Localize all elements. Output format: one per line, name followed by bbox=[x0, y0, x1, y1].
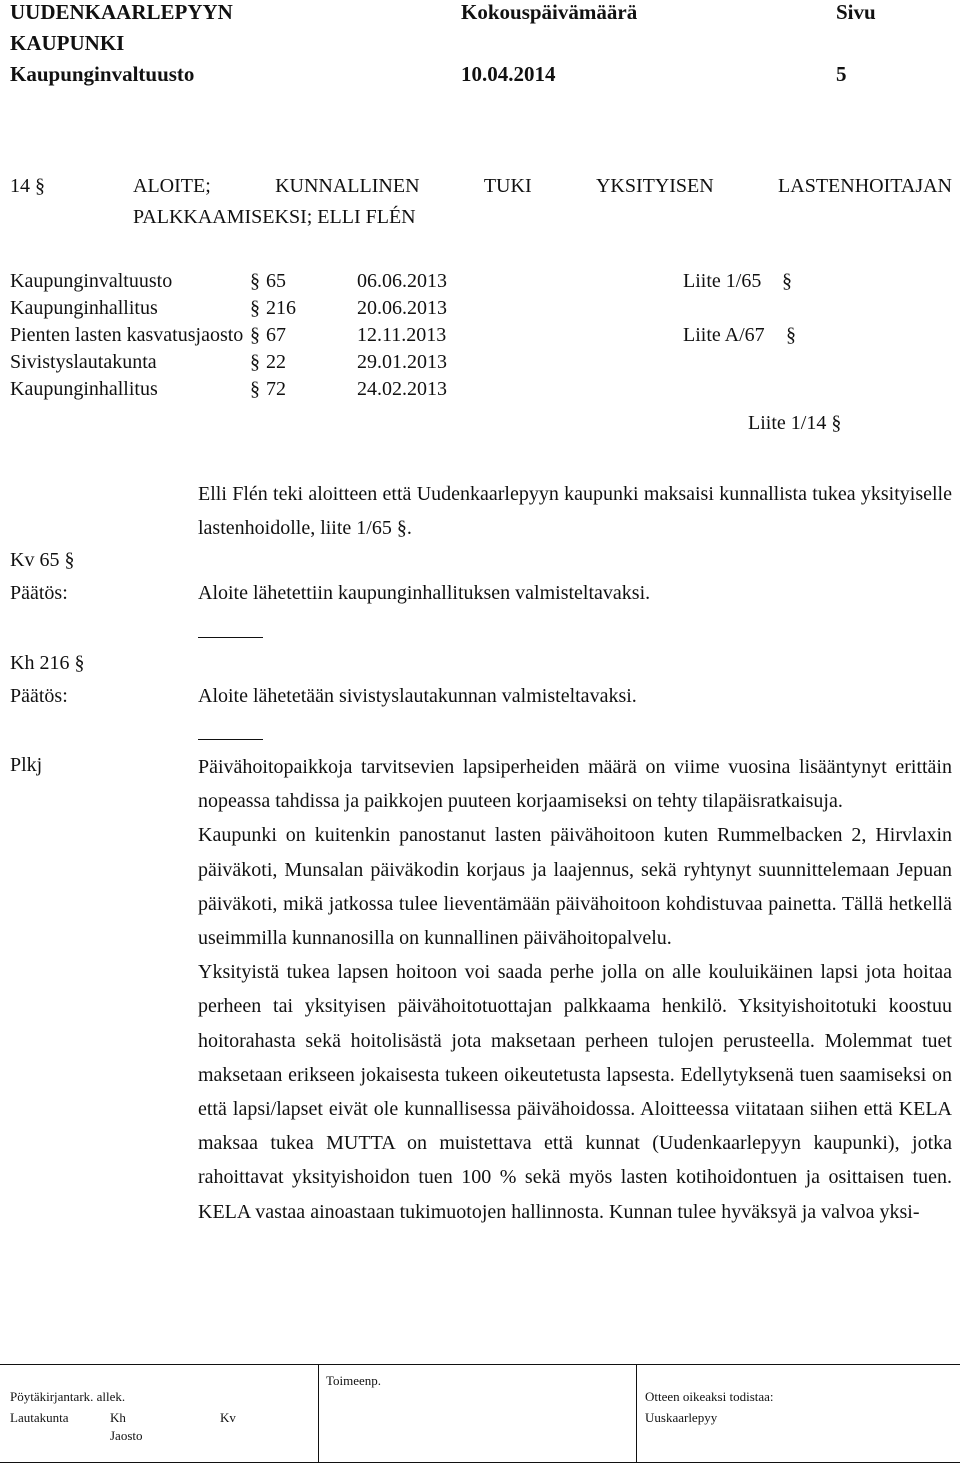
footer-bottom-rule bbox=[0, 1462, 960, 1463]
paragraph: Päivähoitopaikkoja tarvitsevien lapsiperheiden määrä on viime vuosina lisääntynyt erittäin nopeassa tahdissa ja paikkojen puuteen korjaamiseksi on tehty tilapäisratkaisuja. bbox=[198, 756, 952, 813]
history-row: Kaupunginhallitus § 72 24.02.2013 bbox=[10, 378, 447, 400]
footer-col-kv: Kv bbox=[220, 1410, 236, 1425]
footer-top-rule bbox=[0, 1364, 960, 1365]
footer-signatures-label: Pöytäkirjantark. allek. bbox=[10, 1389, 126, 1404]
footer-col-kh: Kh bbox=[110, 1410, 126, 1425]
section-mark: § bbox=[35, 175, 45, 197]
footer-actions-label: Toimeenp. bbox=[326, 1373, 382, 1388]
history-row: Sivistyslautakunta § 22 29.01.2013 bbox=[10, 351, 447, 373]
kh-label: Kh 216 § bbox=[10, 652, 85, 674]
separator-line bbox=[198, 637, 263, 638]
org-name-line2: KAUPUNKI bbox=[10, 31, 125, 55]
separator-line bbox=[198, 739, 263, 740]
kv-label: Kv 65 § bbox=[10, 549, 75, 571]
kh-decision-text: Aloite lähetetään sivistyslautakunnan valmisteltavaksi. bbox=[198, 685, 637, 707]
footer-col-jaosto: Jaosto bbox=[110, 1428, 143, 1443]
kh-decision-label: Päätös: bbox=[10, 685, 68, 707]
footer-certified-label: Otteen oikeaksi todistaa: bbox=[645, 1389, 774, 1404]
kv-decision-text: Aloite lähetettiin kaupunginhallituksen valmisteltavaksi. bbox=[198, 582, 651, 604]
attachment-reference: Liite 1/14 § bbox=[748, 412, 842, 434]
footer-certified-place: Uuskaarlepyy bbox=[645, 1410, 718, 1425]
item-title-line1: ALOITE; KUNNALLINEN TUKI YKSITYISEN LASTENHOITAJAN bbox=[133, 175, 952, 197]
item-title-line2: PALKKAAMISEKSI; ELLI FLÉN bbox=[133, 206, 416, 228]
meeting-body: Kaupunginvaltuusto bbox=[10, 62, 195, 86]
plkj-label: Plkj bbox=[10, 754, 43, 776]
paragraph: Yksityistä tukea lapsen hoitoon voi saada perhe jolla on alle kouluikäinen lapsi jota hoitaa perheen tai yksityisen päivähoitotuottajan palkkaama henkilö. Yksityishoitotuki koostuu hoitorahasta sekä hoitolisästä jota maksetaan perheen tulojen perusteella. Molemmat tuet maksetaan erikseen jokaisesta tukeen oikeutetusta lapsesta. Edellytyksenä tuen saamiseksi on että lapsi/lapset eivät ole kunnallisessa päivähoidossa. Aloitteessa viitataan siihen että KELA maksaa tukea MUTTA on muistettava että kunnat (Uudenkaarlepyyn kaupunki), jotka rahoittavat yksityishoidon tuen 100 % sekä myös lasten kotihoidontuen ja osittaisen tuen. KELA vastaa ainoastaan tukimuotojen hallinnosta. Kunnan tulee hyväksyä ja valvoa yksi- bbox=[198, 961, 952, 1223]
footer-divider bbox=[318, 1364, 319, 1462]
page-label: Sivu bbox=[836, 0, 876, 24]
date-label: Kokouspäivämäärä bbox=[461, 0, 638, 24]
intro-text: Elli Flén teki aloitteen että Uudenkaarlepyyn kaupunki maksaisi kunnallista tukea yksityiselle lastenhoidolle, liite 1/65 §. bbox=[198, 483, 952, 540]
history-row: Kaupunginhallitus § 216 20.06.2013 bbox=[10, 297, 447, 319]
footer-col-lautakunta: Lautakunta bbox=[10, 1410, 69, 1425]
date-value: 10.04.2014 bbox=[461, 62, 556, 86]
history-row: Kaupunginvaltuusto § 65 06.06.2013 Liite 1/65 § bbox=[10, 270, 792, 292]
org-name-line1: UUDENKAARLEPYYN bbox=[10, 0, 233, 24]
item-number: 14 § bbox=[10, 175, 45, 197]
footer-divider bbox=[636, 1364, 637, 1462]
page-value: 5 bbox=[836, 62, 847, 86]
paragraph: Kaupunki on kuitenkin panostanut lasten päivähoitoon kuten Rummelbacken 2, Hirvlaxin päiväkoti, Munsalan päiväkodin korjaus ja laajennus, sekä ryhtynyt suunnittelemaan Jepuan päiväkoti, mikä jatkossa tulee lieventämään päivähoitoon kohdistuvaa painetta. Tällä hetkellä useimmilla kunnanosilla on kunnallinen päivähoitopalvelu. bbox=[198, 824, 952, 950]
kv-decision-label: Päätös: bbox=[10, 582, 68, 604]
history-row: Pienten lasten kasvatusjaosto § 67 12.11.2013 Liite A/67 § bbox=[10, 324, 796, 346]
plkj-body bbox=[198, 750, 952, 1229]
